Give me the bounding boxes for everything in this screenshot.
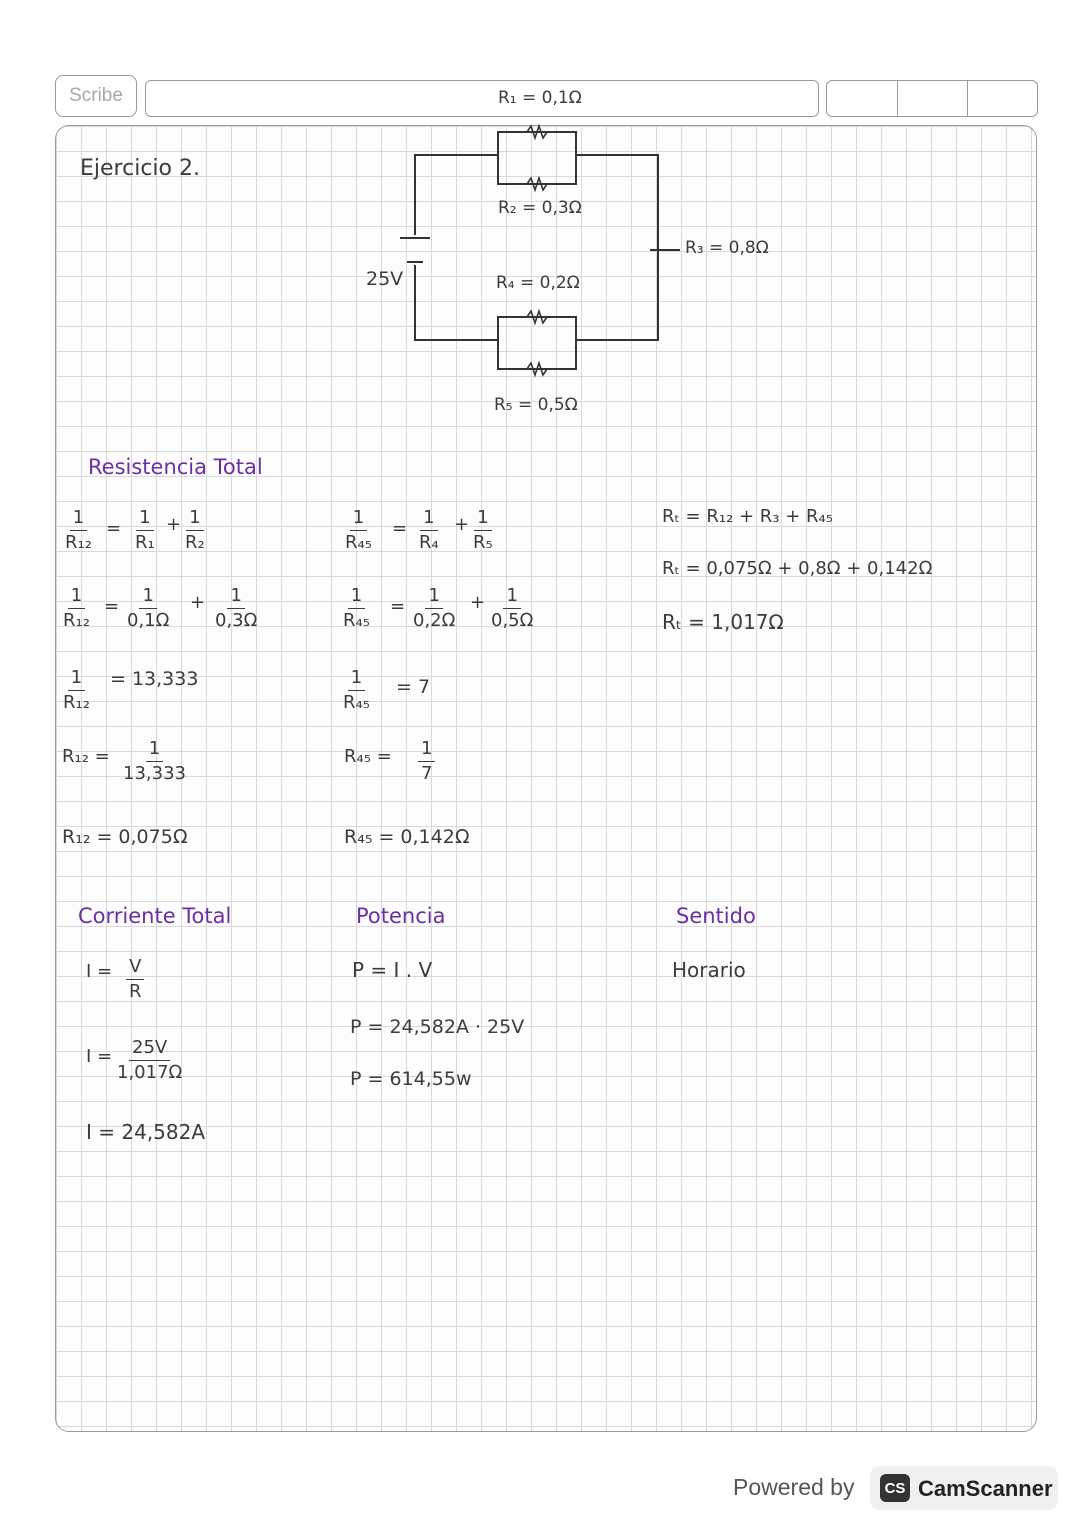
eq-current-values-fraction: $\frac{25V}{\text{1,017Ω}}$ (117, 1037, 183, 1083)
eq-power-values: P = 24,582A · 25V (350, 1016, 525, 1038)
eq-r12-final: R₁₂ = 0,075Ω (62, 826, 188, 848)
camscanner-icon: CS (880, 1474, 910, 1502)
eq-r45-lhs-fraction: $\frac{1}{\text{R₄₅}}$ (345, 507, 372, 553)
eq-r45-term-a: $\frac{1}{\text{R₄}}$ (419, 507, 439, 553)
potencia-heading: Potencia (356, 904, 446, 928)
eq-r12-inverse-fraction: $\frac{1}{13,333}$ (123, 738, 186, 784)
eq-current-result: I = 24,582A (86, 1120, 206, 1144)
eq-r45-values-a: $\frac{1}{\text{0,2Ω}}$ (413, 585, 456, 631)
powered-by-text: Powered by (733, 1474, 855, 1500)
exercise-title: Ejercicio 2. (80, 156, 200, 181)
eq-current-fraction: $\frac{V}{R}$ (126, 955, 145, 1004)
r2-label: R₂ = 0,3Ω (498, 198, 582, 218)
eq-r45-result-value: = 7 (396, 676, 431, 698)
eq-r12-values-b: $\frac{1}{\text{0,3Ω}}$ (215, 585, 258, 631)
eq-current-lhs: I = (86, 961, 113, 982)
eq-r12-inverse-lhs: R₁₂ = (62, 746, 110, 767)
eq-r12-term-a: $\frac{1}{\text{R₁}}$ (135, 507, 155, 553)
r1-label: R₁ = 0,1Ω (498, 88, 582, 108)
sentido-value: Horario (672, 958, 746, 982)
eq-r45-final: R₄₅ = 0,142Ω (344, 826, 470, 848)
eq-power-formula: P = I . V (352, 958, 433, 982)
eq-current-values-lhs: I = (86, 1046, 113, 1067)
eq-r12-term-b: $\frac{1}{\text{R₂}}$ (185, 507, 205, 553)
r5-label: R₅ = 0,5Ω (494, 395, 578, 415)
eq-power-result: P = 614,55w (350, 1068, 472, 1090)
r3-label: R₃ = 0,8Ω (685, 238, 769, 258)
eq-rt-result: Rₜ = 1,017Ω (662, 610, 784, 634)
sentido-heading: Sentido (676, 904, 756, 928)
eq-r45-inverse-lhs: R₄₅ = (344, 746, 392, 767)
eq-r12-result-lhs: $\frac{1}{\text{R₁₂}}$ (63, 667, 90, 713)
corriente-heading: Corriente Total (78, 904, 232, 928)
eq-r45-result-lhs: $\frac{1}{\text{R₄₅}}$ (343, 667, 370, 713)
resistencia-heading: Resistencia Total (88, 455, 263, 479)
circuit-diagram (0, 0, 1080, 460)
scribe-logo: Scribe (55, 75, 137, 117)
eq-r45-inverse-fraction: $\frac{1}{7}$ (418, 737, 435, 786)
eq-r45-values-b: $\frac{1}{\text{0,5Ω}}$ (491, 585, 534, 631)
source-voltage-label: 25V (366, 268, 404, 290)
eq-r45-values-lhs: $\frac{1}{\text{R₄₅}}$ (343, 585, 370, 631)
eq-rt-values: Rₜ = 0,075Ω + 0,8Ω + 0,142Ω (662, 558, 933, 579)
eq-r12-lhs-fraction: $\frac{1}{\text{R₁₂}}$ (65, 507, 92, 553)
camscanner-brand: CamScanner (918, 1476, 1053, 1501)
eq-r12-values-a: $\frac{1}{\text{0,1Ω}}$ (127, 585, 170, 631)
r4-label: R₄ = 0,2Ω (496, 273, 580, 293)
eq-r12-result-value: = 13,333 (110, 668, 199, 690)
eq-rt-formula: Rₜ = R₁₂ + R₃ + R₄₅ (662, 506, 833, 527)
eq-r45-term-b: $\frac{1}{\text{R₅}}$ (473, 507, 493, 553)
eq-r12-values-lhs: $\frac{1}{\text{R₁₂}}$ (63, 585, 90, 631)
